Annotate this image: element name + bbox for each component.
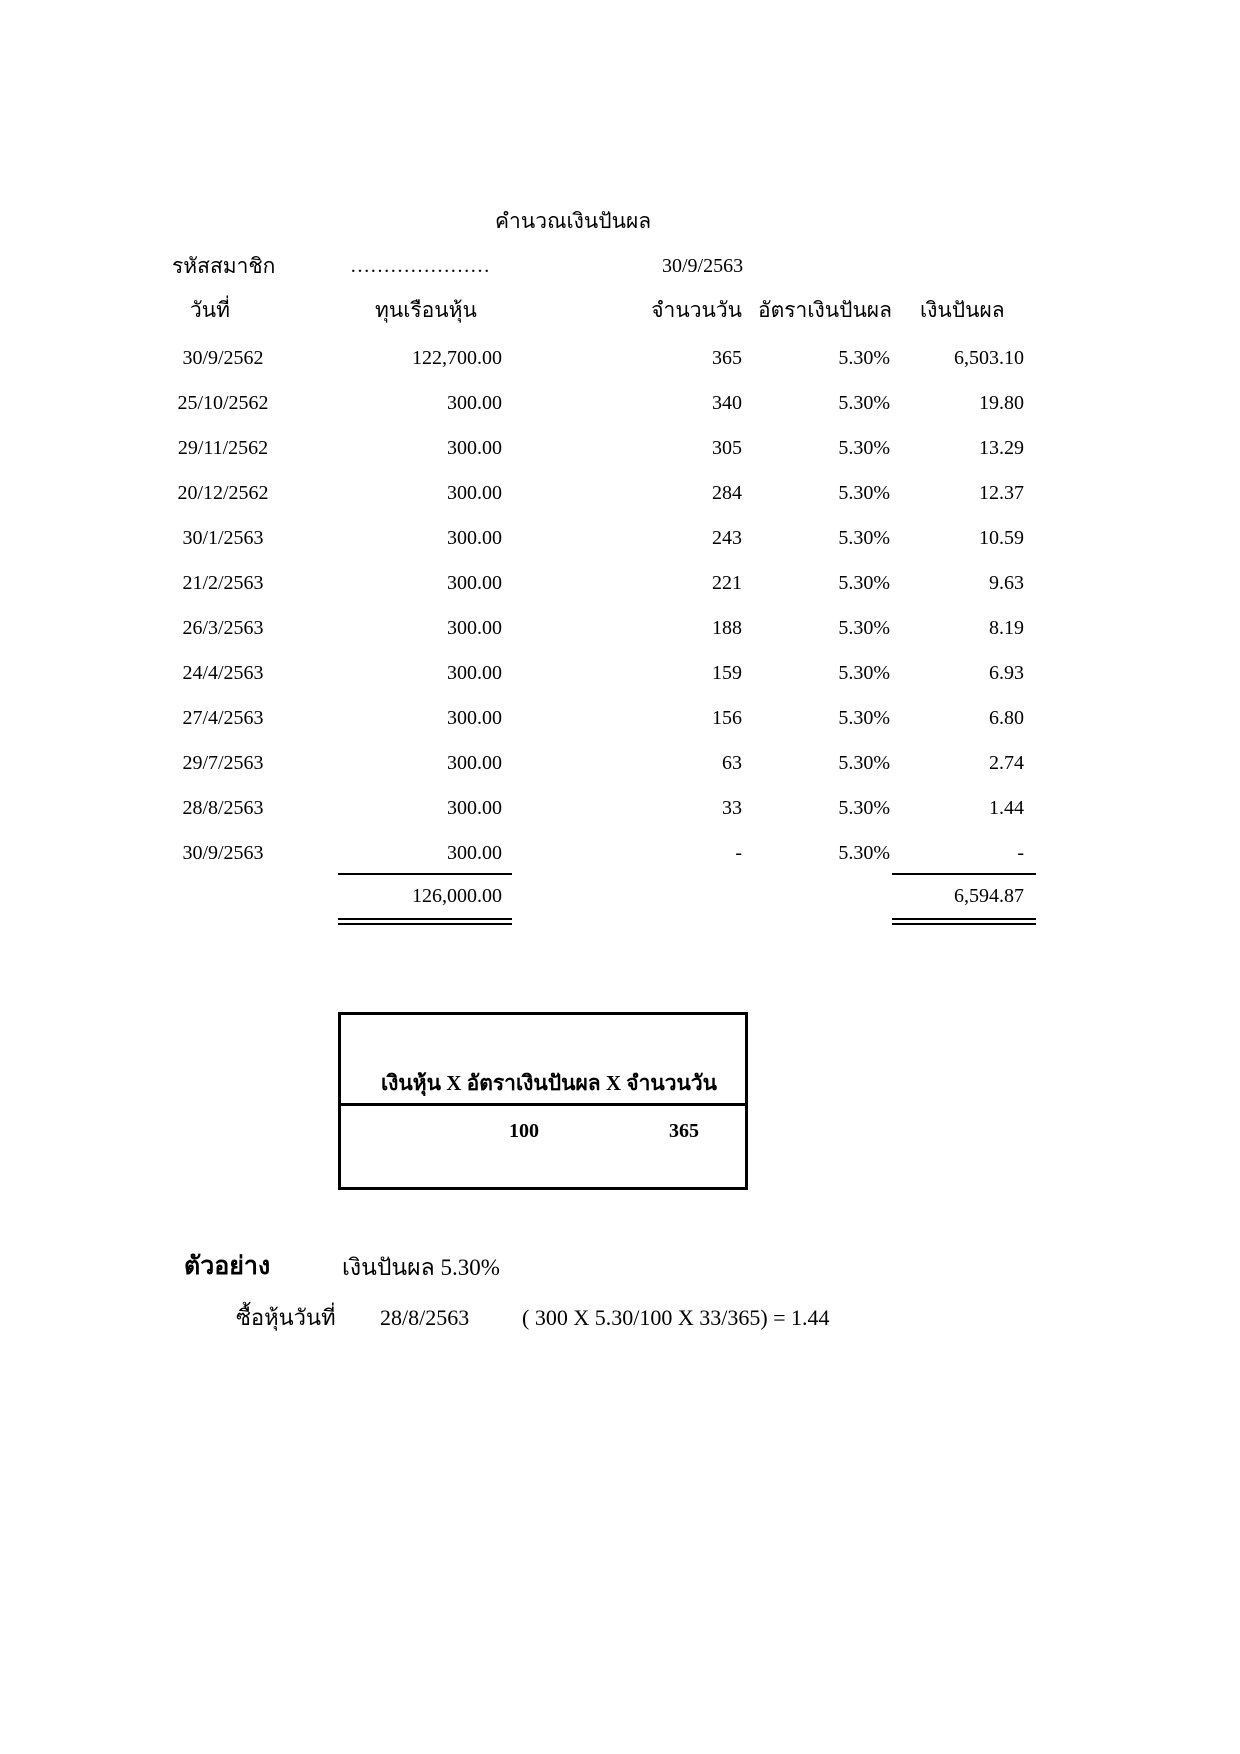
table-row xyxy=(0,841,1240,886)
row-date: 29/7/2563 xyxy=(182,752,264,774)
row-rate: 5.30% xyxy=(838,437,890,459)
row-days: 365 xyxy=(712,347,742,369)
row-date: 30/1/2563 xyxy=(182,527,264,549)
row-capital: 300.00 xyxy=(447,752,502,774)
capital-total-double-rule-bottom xyxy=(338,923,512,925)
row-rate: 5.30% xyxy=(838,617,890,639)
row-capital: 300.00 xyxy=(447,617,502,639)
dividend-total-double-rule-bottom xyxy=(892,923,1036,925)
row-days: 221 xyxy=(712,572,742,594)
example-label: ตัวอย่าง xyxy=(184,1253,271,1280)
row-date: 29/11/2562 xyxy=(177,437,269,459)
row-capital: 300.00 xyxy=(447,797,502,819)
column-header-rate: อัตราเงินปันผล xyxy=(758,298,892,322)
row-dividend: 6,503.10 xyxy=(954,347,1024,369)
row-days: 63 xyxy=(722,752,742,774)
row-days: 340 xyxy=(712,392,742,414)
dividend-total-double-rule-top xyxy=(892,918,1036,920)
formula-fraction-line xyxy=(341,1103,745,1106)
row-days: - xyxy=(735,842,742,864)
capital-subtotal-rule xyxy=(338,873,512,875)
example-rate: เงินปันผล 5.30% xyxy=(342,1255,500,1280)
row-capital: 300.00 xyxy=(447,527,502,549)
row-capital: 300.00 xyxy=(447,842,502,864)
row-rate: 5.30% xyxy=(838,527,890,549)
row-date: 21/2/2563 xyxy=(182,572,264,594)
formula-box xyxy=(338,1012,748,1190)
row-date: 20/12/2562 xyxy=(177,482,269,504)
formula-denominator-rate: 100 xyxy=(509,1120,539,1142)
total-capital: 126,000.00 xyxy=(412,885,502,907)
column-header-days: จำนวนวัน xyxy=(651,298,742,322)
row-days: 284 xyxy=(712,482,742,504)
row-dividend: 2.74 xyxy=(989,752,1024,774)
row-dividend: 12.37 xyxy=(979,482,1024,504)
row-days: 305 xyxy=(712,437,742,459)
example-purchase-label: ซื้อหุ้นวันที่ xyxy=(236,1305,336,1330)
column-header-capital: ทุนเรือนหุ้น xyxy=(375,298,477,322)
member-code-label: รหัสสมาชิก xyxy=(172,254,276,278)
table-row xyxy=(0,571,1240,616)
formula-denominator-days: 365 xyxy=(669,1120,699,1142)
column-header-date: วันที่ xyxy=(190,298,230,322)
table-row xyxy=(0,391,1240,436)
row-days: 159 xyxy=(712,662,742,684)
member-code-field: ………………… xyxy=(350,255,490,277)
row-days: 188 xyxy=(712,617,742,639)
table-row xyxy=(0,616,1240,661)
table-row xyxy=(0,346,1240,391)
table-row xyxy=(0,751,1240,796)
row-dividend: - xyxy=(1017,842,1024,864)
table-row xyxy=(0,706,1240,751)
formula-numerator: เงินหุ้น X อัตราเงินปันผล X จำนวนวัน xyxy=(381,1071,718,1095)
row-capital: 300.00 xyxy=(447,572,502,594)
table-row xyxy=(0,796,1240,841)
row-date: 30/9/2562 xyxy=(182,347,264,369)
row-capital: 300.00 xyxy=(447,437,502,459)
row-rate: 5.30% xyxy=(838,797,890,819)
row-rate: 5.30% xyxy=(838,707,890,729)
row-days: 156 xyxy=(712,707,742,729)
row-capital: 300.00 xyxy=(447,707,502,729)
row-dividend: 13.29 xyxy=(979,437,1024,459)
page-title: คำนวณเงินปันผล xyxy=(495,209,652,233)
table-row xyxy=(0,481,1240,526)
row-dividend: 9.63 xyxy=(989,572,1024,594)
column-header-dividend: เงินปันผล xyxy=(920,298,1005,322)
row-dividend: 1.44 xyxy=(989,797,1024,819)
table-row xyxy=(0,661,1240,706)
example-purchase-date: 28/8/2563 xyxy=(380,1305,470,1330)
row-capital: 300.00 xyxy=(447,482,502,504)
row-days: 243 xyxy=(712,527,742,549)
row-capital: 300.00 xyxy=(447,662,502,684)
row-capital: 122,700.00 xyxy=(412,347,502,369)
row-date: 24/4/2563 xyxy=(182,662,264,684)
row-dividend: 19.80 xyxy=(979,392,1024,414)
row-date: 30/9/2563 xyxy=(182,842,264,864)
row-rate: 5.30% xyxy=(838,347,890,369)
total-dividend: 6,594.87 xyxy=(954,885,1024,907)
row-date: 25/10/2562 xyxy=(177,392,269,414)
row-rate: 5.30% xyxy=(838,842,890,864)
row-rate: 5.30% xyxy=(838,482,890,504)
row-rate: 5.30% xyxy=(838,392,890,414)
row-dividend: 8.19 xyxy=(989,617,1024,639)
row-dividend: 6.93 xyxy=(989,662,1024,684)
dividend-subtotal-rule xyxy=(892,873,1036,875)
example-calculation: ( 300 X 5.30/100 X 33/365) = 1.44 xyxy=(522,1305,830,1330)
row-rate: 5.30% xyxy=(838,752,890,774)
row-date: 26/3/2563 xyxy=(182,617,264,639)
row-date: 28/8/2563 xyxy=(182,797,264,819)
table-row xyxy=(0,436,1240,481)
row-days: 33 xyxy=(722,797,742,819)
capital-total-double-rule-top xyxy=(338,918,512,920)
table-row xyxy=(0,526,1240,571)
row-date: 27/4/2563 xyxy=(182,707,264,729)
as-of-date: 30/9/2563 xyxy=(662,255,744,277)
row-capital: 300.00 xyxy=(447,392,502,414)
row-rate: 5.30% xyxy=(838,572,890,594)
row-dividend: 10.59 xyxy=(979,527,1024,549)
row-dividend: 6.80 xyxy=(989,707,1024,729)
row-rate: 5.30% xyxy=(838,662,890,684)
